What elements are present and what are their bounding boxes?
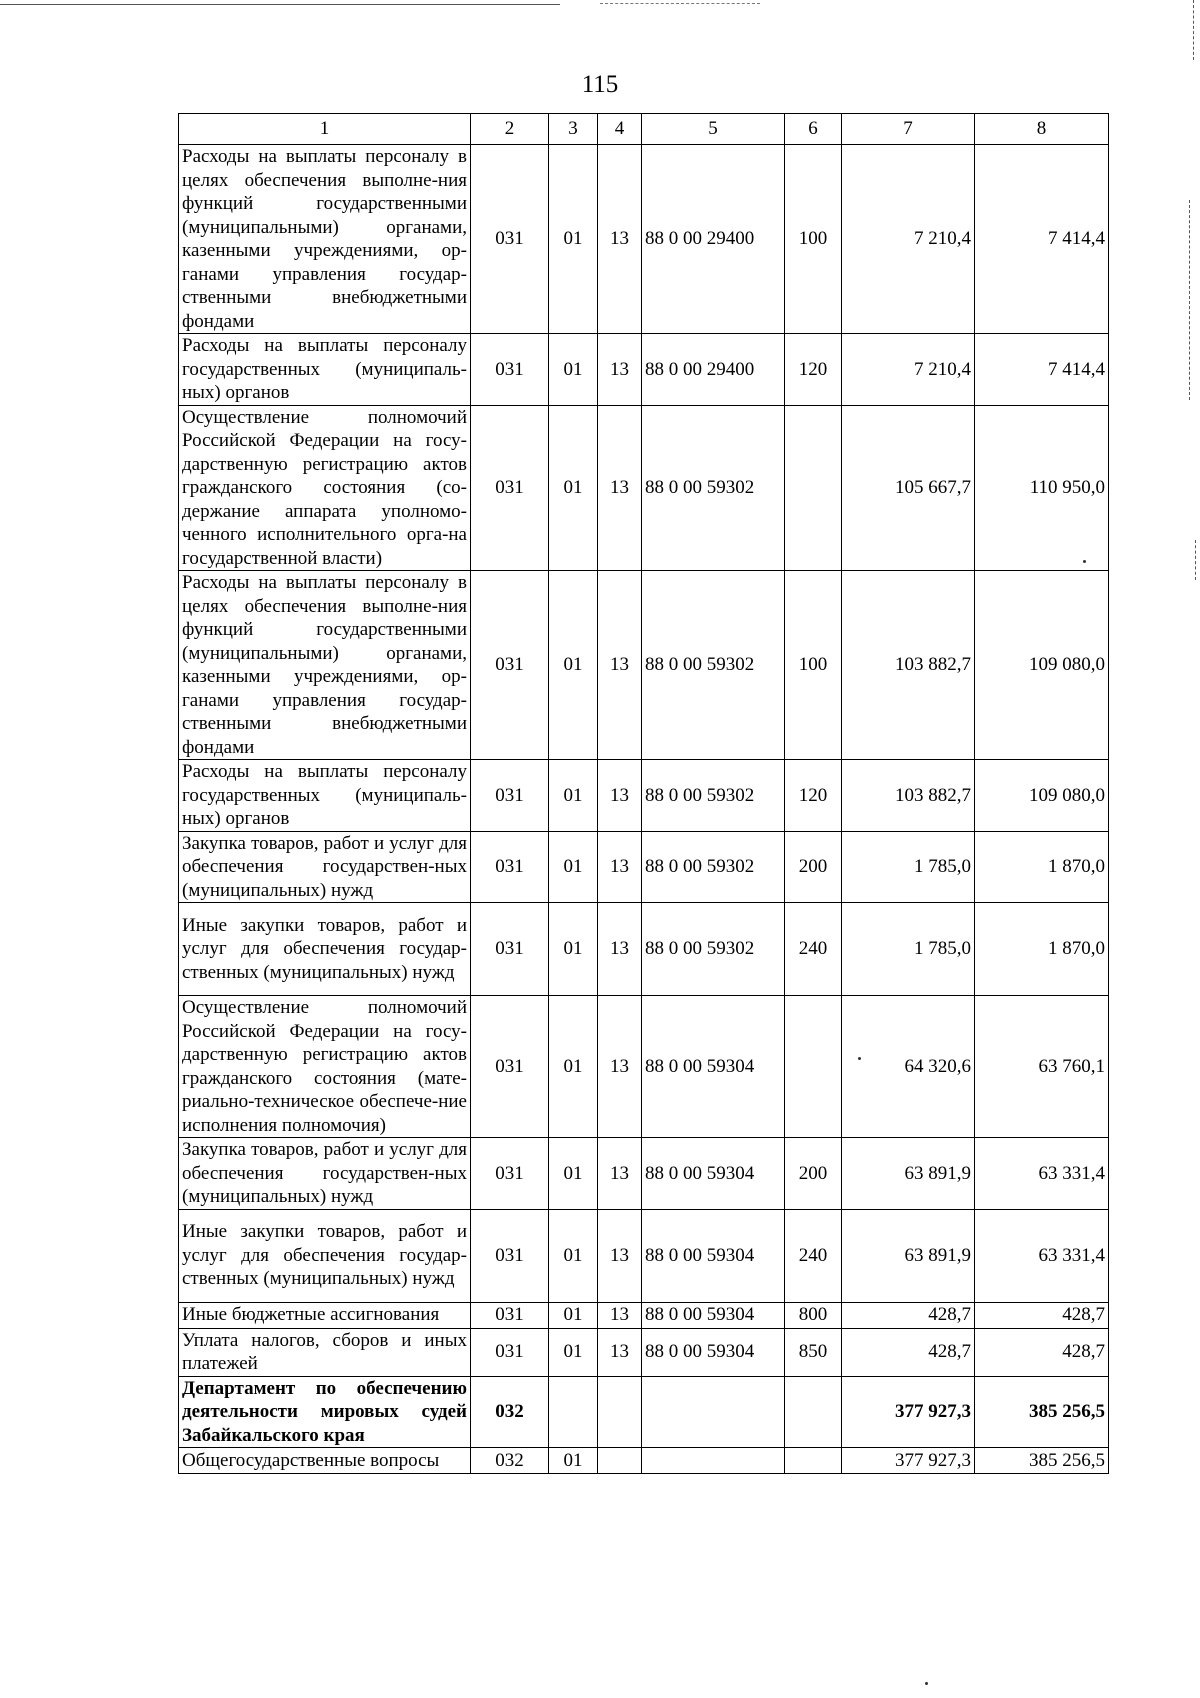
cell-col-4: 13 [598,145,642,334]
row-description: Иные бюджетные ассигнования [179,1302,471,1328]
cell-col-4: 13 [598,1328,642,1376]
table-row [179,405,1109,571]
cell-col-7: 64 320,6 [842,996,975,1138]
cell-col-2: 031 [471,334,549,406]
column-header: 2 [471,114,549,145]
cell-col-5: 88 0 00 29400 [642,334,785,406]
cell-col-4: 13 [598,760,642,832]
cell-col-3: 01 [549,1448,598,1474]
cell-col-6 [785,1448,842,1474]
table-row [179,571,1109,760]
cell-col-3: 01 [549,571,598,760]
cell-col-7: 428,7 [842,1302,975,1328]
page-number: 115 [581,71,619,98]
table-header-row [179,114,1109,145]
column-header: 8 [975,114,1109,145]
cell-col-6 [785,405,842,571]
cell-col-2: 031 [471,145,549,334]
cell-col-3 [549,1376,598,1448]
cell-col-6: 100 [785,571,842,760]
table-row [179,831,1109,903]
table-row [179,760,1109,832]
table-row [179,996,1109,1138]
column-header: 4 [598,114,642,145]
cell-col-8: 110 950,0 [975,405,1109,571]
cell-col-6 [785,1376,842,1448]
cell-col-8: 385 256,5 [975,1376,1109,1448]
scan-top-rule [0,4,560,5]
cell-col-2: 031 [471,1328,549,1376]
cell-col-2: 031 [471,996,549,1138]
cell-col-2: 031 [471,831,549,903]
cell-col-5: 88 0 00 59302 [642,760,785,832]
cell-col-2: 031 [471,1302,549,1328]
row-description: Департамент по обеспечению деятельности мировых судей Забайкальского края [179,1376,471,1448]
table-row [179,1302,1109,1328]
cell-col-7: 103 882,7 [842,760,975,832]
cell-col-2: 031 [471,760,549,832]
cell-col-7: 105 667,7 [842,405,975,571]
cell-col-4: 13 [598,1302,642,1328]
cell-col-7: 377 927,3 [842,1448,975,1474]
cell-col-6: 200 [785,831,842,903]
cell-col-5: 88 0 00 59304 [642,1209,785,1302]
table-row [179,903,1109,996]
cell-col-3: 01 [549,903,598,996]
row-description: Иные закупки товаров, работ и услуг для обеспечения государ-ственных (муниципальных) нужд [179,1209,471,1302]
column-header: 3 [549,114,598,145]
cell-col-5: 88 0 00 59304 [642,1138,785,1210]
cell-col-8: 7 414,4 [975,334,1109,406]
cell-col-7: 1 785,0 [842,903,975,996]
row-description: Общегосударственные вопросы [179,1448,471,1474]
cell-col-6: 240 [785,1209,842,1302]
cell-col-6 [785,996,842,1138]
cell-col-5: 88 0 00 59302 [642,831,785,903]
row-description: Закупка товаров, работ и услуг для обеспечения государствен-ных (муниципальных) нужд [179,1138,471,1210]
cell-col-3: 01 [549,405,598,571]
cell-col-7: 63 891,9 [842,1138,975,1210]
table-body [179,145,1109,1474]
row-description: Осуществление полномочий Российской Федерации на госу-дарственную регистрацию актов гражданского состояния (мате-риально-техническое обеспече-ние исполнения полномочия) [179,996,471,1138]
table-row [179,1328,1109,1376]
cell-col-5 [642,1448,785,1474]
table-row [179,1448,1109,1474]
cell-col-7: 1 785,0 [842,831,975,903]
scan-speck [858,1057,861,1060]
table-row [179,1376,1109,1448]
scan-edge-mark [1189,200,1190,400]
row-description: Иные закупки товаров, работ и услуг для обеспечения государ-ственных (муниципальных) нужд [179,903,471,996]
table-row [179,1138,1109,1210]
row-description: Расходы на выплаты персоналу в целях обеспечения выполне-ния функций государственными (муниципальными) органами, казенными учреждениями, ор-ганами управления государ-ственными внебюджетными фондами [179,145,471,334]
cell-col-4: 13 [598,996,642,1138]
cell-col-4: 13 [598,334,642,406]
cell-col-2: 031 [471,1138,549,1210]
scan-speck [925,1682,928,1685]
cell-col-2: 032 [471,1448,549,1474]
cell-col-7: 103 882,7 [842,571,975,760]
cell-col-8: 109 080,0 [975,760,1109,832]
cell-col-2: 031 [471,1209,549,1302]
cell-col-8: 109 080,0 [975,571,1109,760]
cell-col-8: 7 414,4 [975,145,1109,334]
cell-col-3: 01 [549,1302,598,1328]
cell-col-7: 428,7 [842,1328,975,1376]
scan-speck [1083,560,1086,563]
cell-col-5: 88 0 00 59302 [642,903,785,996]
table-row [179,1209,1109,1302]
cell-col-3: 01 [549,1328,598,1376]
cell-col-4 [598,1376,642,1448]
cell-col-3: 01 [549,760,598,832]
row-description: Расходы на выплаты персоналу государственных (муниципаль-ных) органов [179,334,471,406]
cell-col-6: 120 [785,334,842,406]
cell-col-8: 385 256,5 [975,1448,1109,1474]
cell-col-8: 428,7 [975,1328,1109,1376]
cell-col-6: 800 [785,1302,842,1328]
budget-table [178,113,1109,1474]
cell-col-8: 1 870,0 [975,831,1109,903]
table-row [179,145,1109,334]
cell-col-6: 120 [785,760,842,832]
cell-col-8: 1 870,0 [975,903,1109,996]
column-header: 7 [842,114,975,145]
cell-col-3: 01 [549,831,598,903]
row-description: Осуществление полномочий Российской Федерации на госу-дарственную регистрацию актов гражданского состояния (со-держание аппарата уполномо-ченного исполнительного орга-на государственной власти) [179,405,471,571]
cell-col-4: 13 [598,405,642,571]
cell-col-6: 200 [785,1138,842,1210]
cell-col-6: 100 [785,145,842,334]
cell-col-3: 01 [549,1209,598,1302]
scan-edge-mark [1195,540,1196,580]
cell-col-8: 63 331,4 [975,1209,1109,1302]
cell-col-5: 88 0 00 59302 [642,405,785,571]
scan-edge-mark [1193,0,1194,60]
column-header: 6 [785,114,842,145]
row-description: Уплата налогов, сборов и иных платежей [179,1328,471,1376]
cell-col-2: 031 [471,571,549,760]
cell-col-3: 01 [549,996,598,1138]
cell-col-4: 13 [598,831,642,903]
row-description: Закупка товаров, работ и услуг для обеспечения государствен-ных (муниципальных) нужд [179,831,471,903]
row-description: Расходы на выплаты персоналу в целях обеспечения выполне-ния функций государственными (муниципальными) органами, казенными учреждениями, ор-ганами управления государ-ственными внебюджетными фондами [179,571,471,760]
cell-col-2: 031 [471,405,549,571]
cell-col-2: 032 [471,1376,549,1448]
cell-col-2: 031 [471,903,549,996]
cell-col-5: 88 0 00 59302 [642,571,785,760]
cell-col-3: 01 [549,145,598,334]
row-description: Расходы на выплаты персоналу государственных (муниципаль-ных) органов [179,760,471,832]
cell-col-8: 63 331,4 [975,1138,1109,1210]
cell-col-4 [598,1448,642,1474]
cell-col-4: 13 [598,903,642,996]
cell-col-5: 88 0 00 59304 [642,1302,785,1328]
cell-col-8: 428,7 [975,1302,1109,1328]
cell-col-6: 850 [785,1328,842,1376]
cell-col-5: 88 0 00 59304 [642,1328,785,1376]
cell-col-5: 88 0 00 29400 [642,145,785,334]
column-header: 1 [179,114,471,145]
cell-col-4: 13 [598,571,642,760]
cell-col-7: 63 891,9 [842,1209,975,1302]
cell-col-4: 13 [598,1138,642,1210]
cell-col-4: 13 [598,1209,642,1302]
cell-col-5 [642,1376,785,1448]
cell-col-8: 63 760,1 [975,996,1109,1138]
cell-col-3: 01 [549,334,598,406]
cell-col-7: 7 210,4 [842,334,975,406]
cell-col-7: 7 210,4 [842,145,975,334]
scan-top-rule-dashed [600,3,760,4]
cell-col-5: 88 0 00 59304 [642,996,785,1138]
cell-col-7: 377 927,3 [842,1376,975,1448]
cell-col-3: 01 [549,1138,598,1210]
column-header: 5 [642,114,785,145]
cell-col-6: 240 [785,903,842,996]
table-row [179,334,1109,406]
